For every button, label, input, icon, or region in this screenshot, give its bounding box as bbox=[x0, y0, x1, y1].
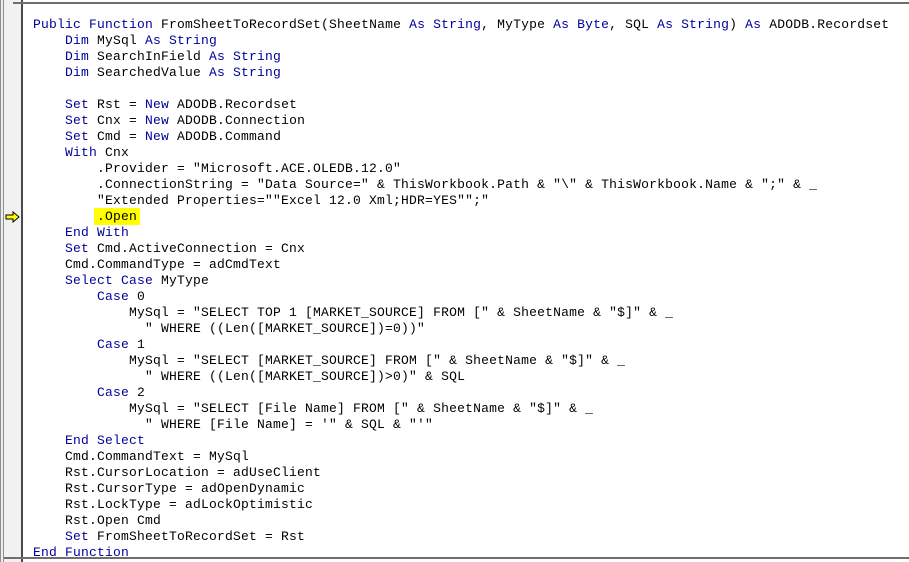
code-line[interactable]: Case 2 bbox=[33, 385, 146, 400]
pane-bottom-border bbox=[4, 557, 909, 559]
code-line[interactable]: Rst.CursorLocation = adUseClient bbox=[33, 465, 322, 480]
code-line[interactable]: " WHERE ((Len([MARKET_SOURCE])=0))" bbox=[33, 321, 426, 336]
pane-top-border bbox=[13, 2, 909, 4]
code-editor[interactable] bbox=[23, 17, 909, 557]
code-line[interactable]: Set Cmd = New ADODB.Command bbox=[33, 129, 282, 144]
code-line[interactable]: Dim SearchedValue As String bbox=[33, 65, 282, 80]
code-line[interactable]: MySql = "SELECT [MARKET_SOURCE] FROM [" & SheetName & "$]" & _ bbox=[33, 353, 626, 368]
code-line[interactable] bbox=[33, 81, 909, 97]
margin-indicator-bar[interactable] bbox=[4, 0, 23, 562]
code-line[interactable]: End With bbox=[33, 225, 130, 240]
code-line[interactable]: MySql = "SELECT [File Name] FROM [" & SheetName & "$]" & _ bbox=[33, 401, 594, 416]
code-line[interactable]: End Select bbox=[33, 433, 146, 448]
code-line[interactable]: With Cnx bbox=[33, 145, 130, 160]
code-line[interactable]: Set Cnx = New ADODB.Connection bbox=[33, 113, 306, 128]
code-line[interactable]: End Function bbox=[33, 545, 130, 557]
code-line[interactable]: Rst.CursorType = adOpenDynamic bbox=[33, 481, 306, 496]
code-line[interactable]: Cmd.CommandText = MySql bbox=[33, 449, 250, 464]
code-line[interactable]: Rst.LockType = adLockOptimistic bbox=[33, 497, 314, 512]
code-line[interactable]: " WHERE [File Name] = '" & SQL & "'" bbox=[33, 417, 434, 432]
code-line[interactable]: Dim MySql As String bbox=[33, 33, 218, 48]
code-line[interactable]: "Extended Properties=""Excel 12.0 Xml;HDR=YES"";" bbox=[33, 193, 490, 208]
code-line[interactable]: Cmd.CommandType = adCmdText bbox=[33, 257, 282, 272]
current-statement-highlight: .Open bbox=[94, 208, 140, 225]
code-line[interactable]: Dim SearchInField As String bbox=[33, 49, 282, 64]
code-line[interactable]: MySql = "SELECT TOP 1 [MARKET_SOURCE] FROM [" & SheetName & "$]" & _ bbox=[33, 305, 674, 320]
code-line[interactable] bbox=[33, 209, 909, 225]
code-line[interactable]: Set FromSheetToRecordSet = Rst bbox=[33, 529, 306, 544]
code-line[interactable]: .ConnectionString = "Data Source=" & ThisWorkbook.Path & "\" & ThisWorkbook.Name & ";" & _ bbox=[33, 177, 818, 192]
code-line[interactable]: Set Rst = New ADODB.Recordset bbox=[33, 97, 298, 112]
code-line[interactable]: " WHERE ((Len([MARKET_SOURCE])>0)" & SQL bbox=[33, 369, 466, 384]
current-statement-arrow-icon[interactable] bbox=[5, 211, 20, 223]
code-line[interactable]: Set Cmd.ActiveConnection = Cnx bbox=[33, 241, 306, 256]
code-line[interactable]: Select Case MyType bbox=[33, 273, 210, 288]
code-line[interactable]: Case 1 bbox=[33, 337, 146, 352]
code-line[interactable]: Case 0 bbox=[33, 289, 146, 304]
code-line[interactable]: Public Function FromSheetToRecordSet(SheetName As String, MyType As Byte, SQL As String) As ADODB.Recordset bbox=[33, 17, 890, 32]
code-line[interactable]: .Provider = "Microsoft.ACE.OLEDB.12.0" bbox=[33, 161, 402, 176]
code-line[interactable]: Rst.Open Cmd bbox=[33, 513, 162, 528]
